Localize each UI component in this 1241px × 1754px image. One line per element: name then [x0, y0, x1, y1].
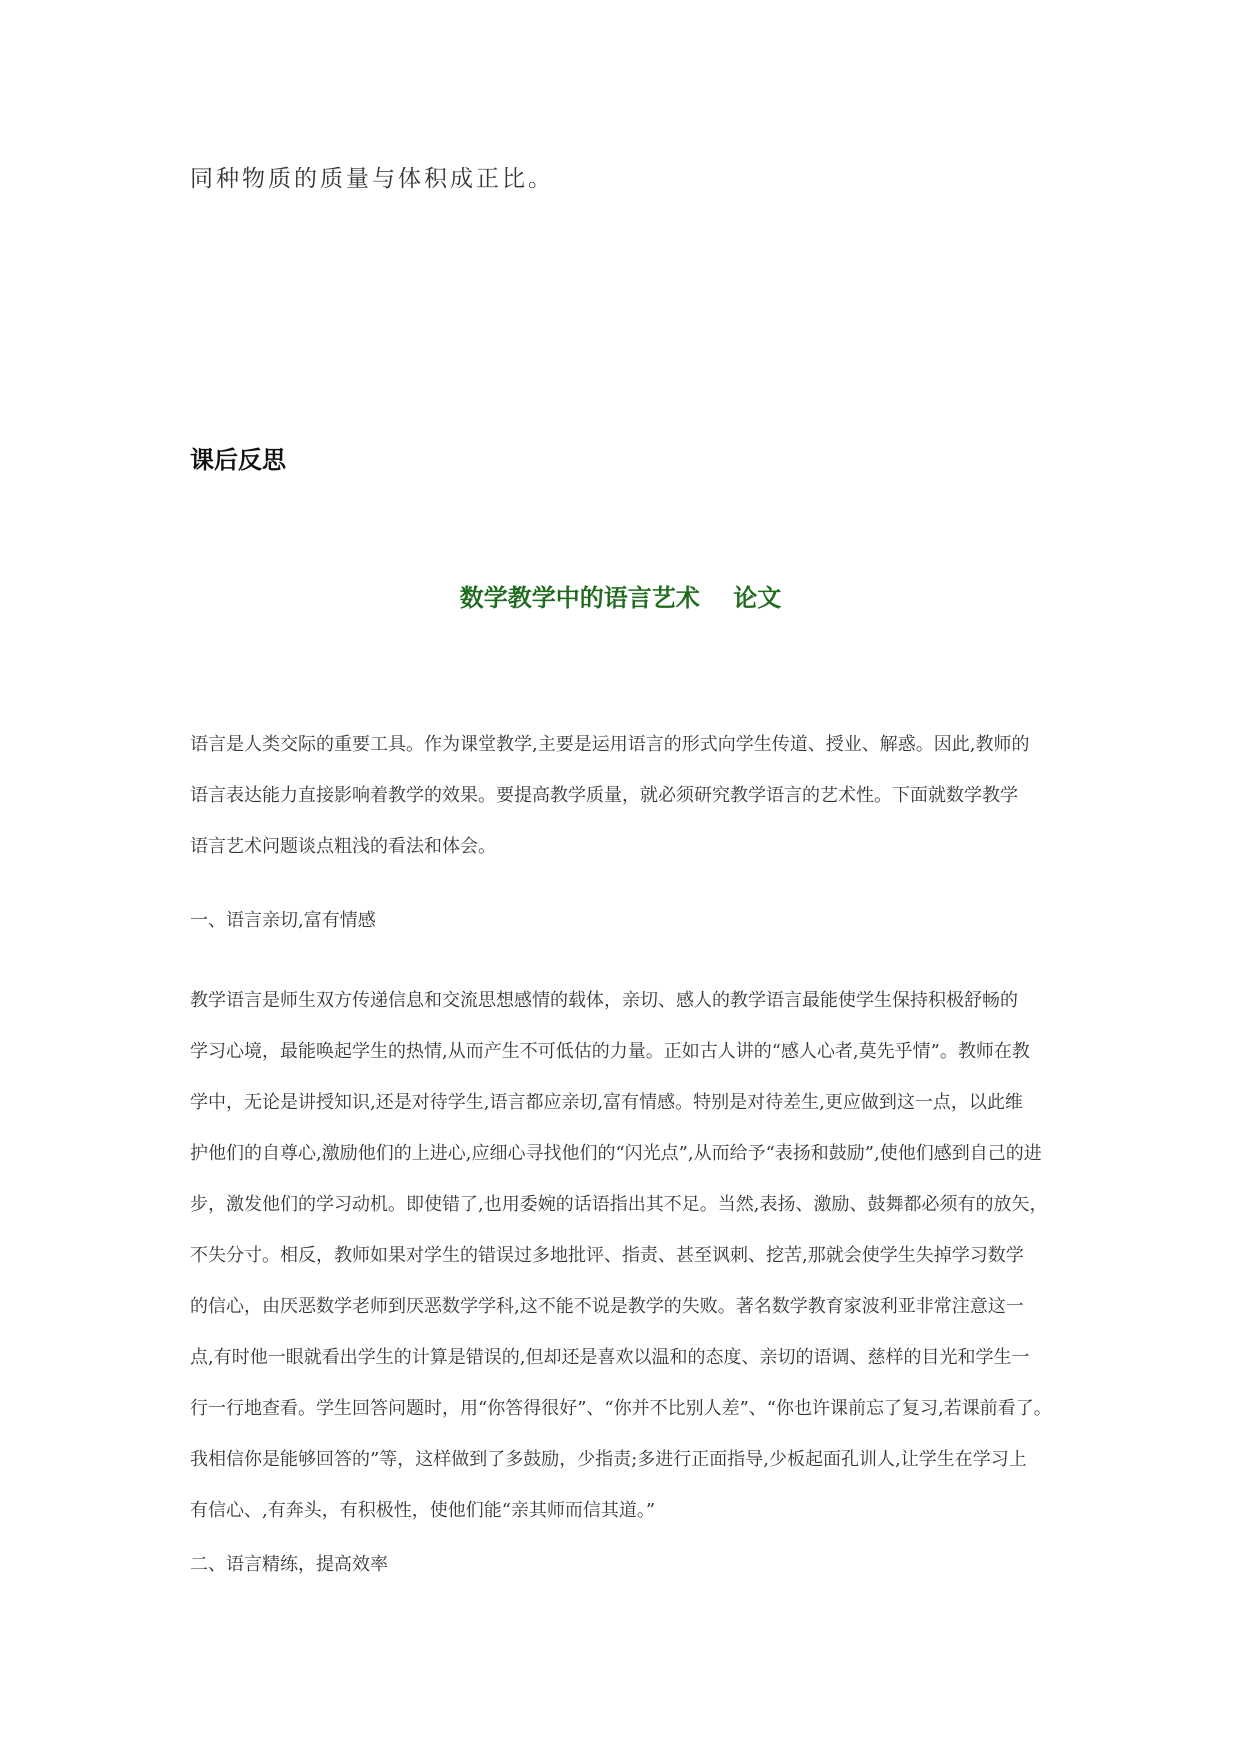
- section1-line: 我相信你是能够回答的”等，这样做到了多鼓励，少指责;多进行正面指导,少板起面孔训人,让学生在学习上: [190, 1449, 1027, 1470]
- section1-heading: 一、语言亲切,富有情感: [190, 910, 376, 931]
- intro-paragraph: [190, 719, 1056, 872]
- top-text-line: 同种物质的质量与体积成正比。: [190, 166, 554, 192]
- section1-line: 的信心，由厌恶数学老师到厌恶数学学科,这不能不说是教学的失败。著名数学教育家波利亚非常注意这一: [190, 1296, 1024, 1317]
- section2-heading: 二、语言精练，提高效率: [190, 1554, 388, 1575]
- section-heading: 课后反思: [190, 445, 286, 474]
- intro-line: 语言表达能力直接影响着教学的效果。要提高教学质量，就必须研究教学语言的艺术性。下面就数学教学: [190, 785, 1018, 806]
- section1-line: 步，激发他们的学习动机。即使错了,也用委婉的话语指出其不足。当然,表扬、激励、鼓舞都必须有的放矢，: [190, 1194, 1048, 1215]
- section1-line: 不失分寸。相反，教师如果对学生的错误过多地批评、指责、甚至讽刺、挖苦,那就会使学生失掉学习数学: [190, 1245, 1024, 1266]
- section1-line: 有信心、,有奔头，有积极性，使他们能“亲其师而信其道。”: [190, 1500, 656, 1521]
- section1-line: 学习心境，最能唤起学生的热情,从而产生不可低估的力量。正如古人讲的“感人心者,莫先乎情”。教师在教: [190, 1041, 1030, 1062]
- intro-line: 语言是人类交际的重要工具。作为课堂教学,主要是运用语言的形式向学生传道、授业、解惑。因此,教师的: [190, 734, 1030, 755]
- intro-line: 语言艺术问题谈点粗浅的看法和体会。: [190, 836, 496, 857]
- section1-line: 行一行地查看。学生回答问题时，用“你答得很好”、“你并不比别人差”、“你也许课前忘了复习,若课前看了。: [190, 1398, 1052, 1419]
- section1-line: 护他们的自尊心,激励他们的上进心,应细心寻找他们的“闪光点”,从而给予“表扬和鼓励”,使他们感到自己的进: [190, 1143, 1042, 1164]
- section1-paragraph: [190, 975, 1056, 1536]
- article-title: [0, 578, 1241, 613]
- section1-line: 点,有时他一眼就看出学生的计算是错误的,但却还是喜欢以温和的态度、亲切的语调、慈样的目光和学生一: [190, 1347, 1030, 1368]
- section1-line: 学中，无论是讲授知识,还是对待学生,语言都应亲切,富有情感。特别是对待差生,更应做到这一点，以此维: [190, 1092, 1023, 1113]
- section1-line: 教学语言是师生双方传递信息和交流思想感情的载体，亲切、感人的教学语言最能使学生保持积极舒畅的: [190, 990, 1018, 1011]
- article-title-suffix: 论文: [733, 583, 782, 612]
- article-title-main: 数学教学中的语言艺术: [459, 583, 700, 612]
